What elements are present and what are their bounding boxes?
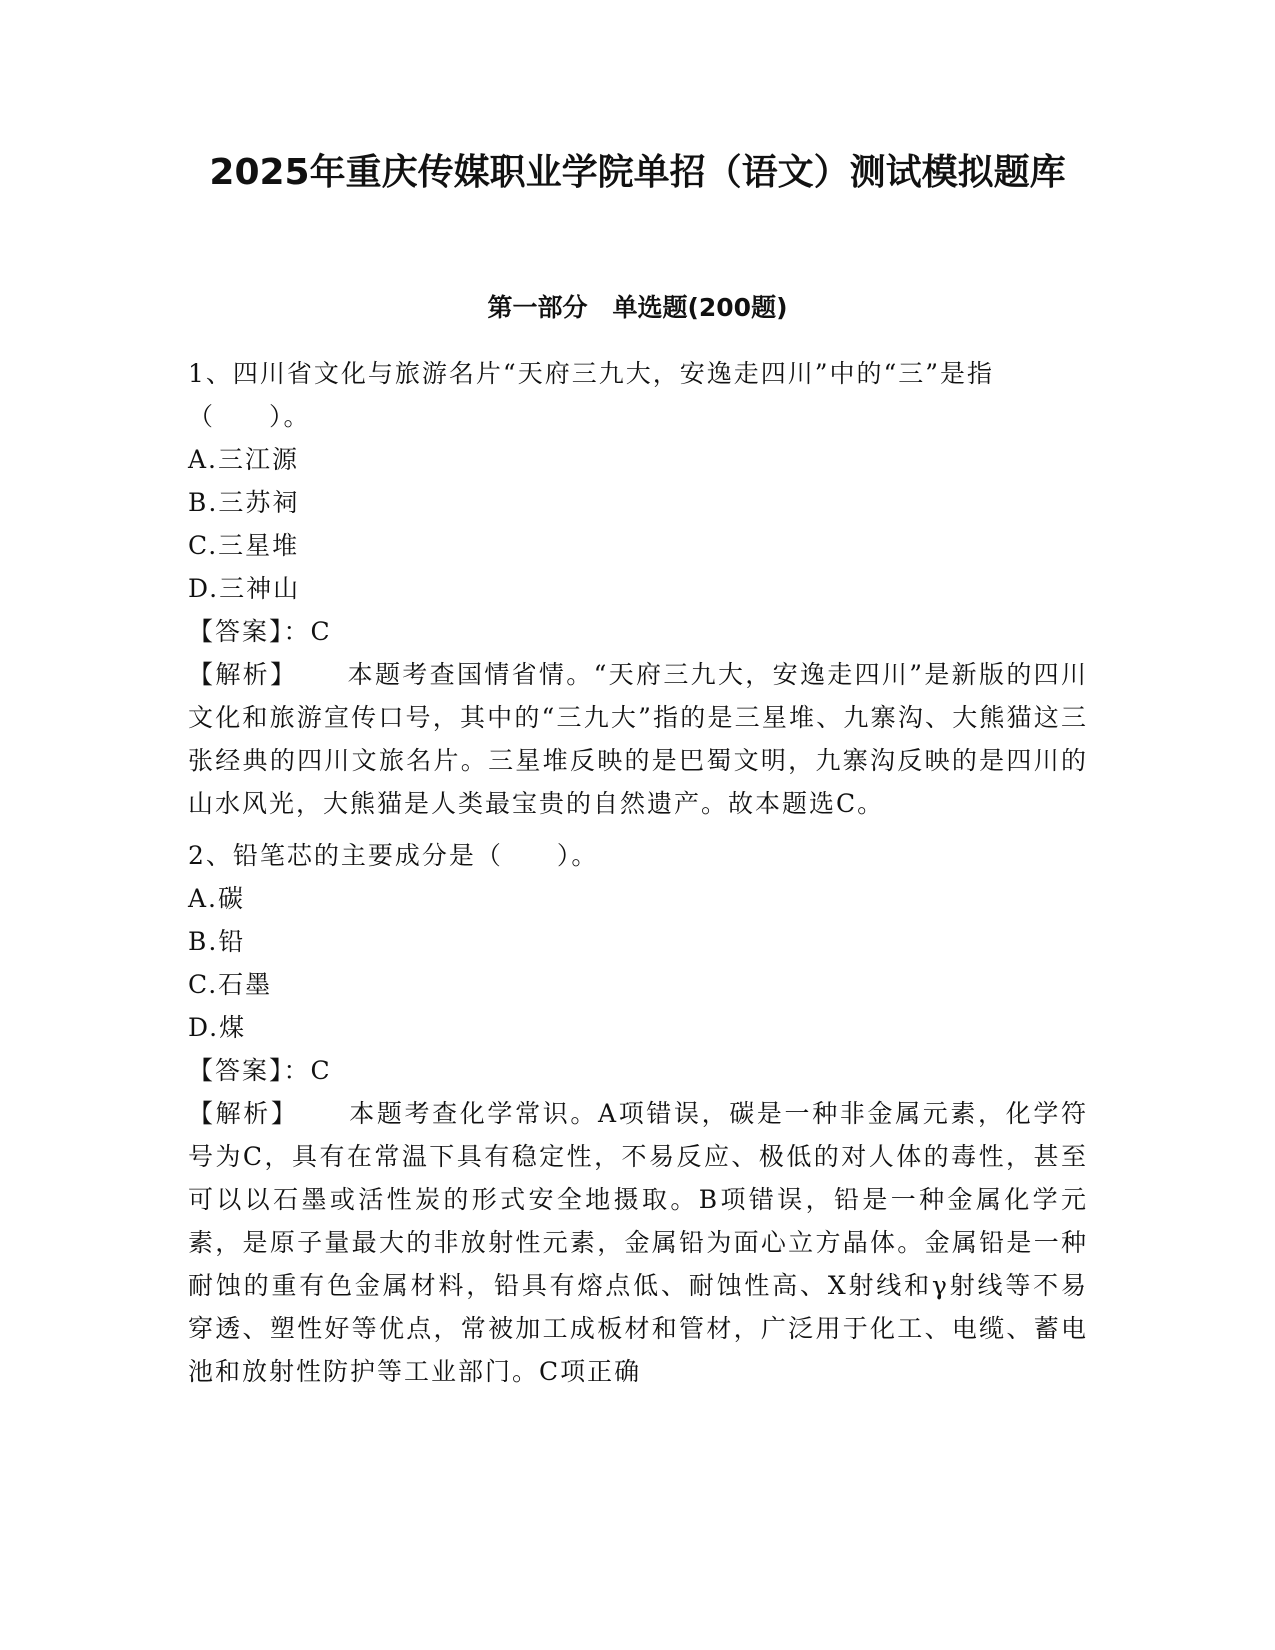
analysis: [188, 1092, 1088, 1393]
question-1: [188, 352, 1088, 825]
option-d: D.三神山: [188, 574, 301, 603]
question-stem: 1、四川省文化与旅游名片“天府三九大，安逸走四川”中的“三”是指（ ）。: [188, 359, 995, 431]
question-stem: 2、铅笔芯的主要成分是（ ）。: [188, 841, 599, 870]
answer-label: 【答案】：: [188, 1056, 311, 1085]
analysis-label: 【解析】: [188, 660, 298, 689]
question-2: [188, 834, 1088, 1393]
analysis-text: 本题考查国情省情。“天府三九大，安逸走四川”是新版的四川文化和旅游宣传口号，其中的“三九大”指的是三星堆、九寨沟、大熊猫这三张经典的四川文旅名片。三星堆反映的是巴蜀文明，九寨沟反映的是四川的山水风光，大熊猫是人类最宝贵的自然遗产。故本题选C。: [188, 660, 1088, 818]
answer-line: [188, 610, 1088, 653]
question-list: [188, 352, 1088, 1402]
option-c: C.石墨: [188, 970, 273, 999]
answer-line: [188, 1049, 1088, 1092]
option-d: D.煤: [188, 1013, 247, 1042]
option-c: C.三星堆: [188, 531, 300, 560]
document-title: 2025年重庆传媒职业学院单招（语文）测试模拟题库: [209, 152, 1066, 193]
answer-value: C: [310, 1056, 332, 1085]
option-a: A.三江源: [188, 445, 300, 474]
answer-label: 【答案】：: [188, 617, 311, 646]
section-title: 第一部分 单选题(200题): [487, 293, 788, 322]
answer-value: C: [310, 617, 332, 646]
option-b: B.铅: [188, 927, 246, 956]
option-b: B.三苏祠: [188, 488, 300, 517]
analysis-text: 本题考查化学常识。A项错误，碳是一种非金属元素，化学符号为C，具有在常温下具有稳定性，不易反应、极低的对人体的毒性，甚至可以以石墨或活性炭的形式安全地摄取。B项错误，铅是一种金属化学元素，是原子量最大的非放射性元素，金属铅为面心立方晶体。金属铅是一种耐蚀的重有色金属材料，铅具有熔点低、耐蚀性高、X射线和γ射线等不易穿透、塑性好等优点，常被加工成板材和管材，广泛用于化工、电缆、蓄电池和放射性防护等工业部门。C项正确: [188, 1099, 1088, 1386]
option-a: A.碳: [188, 884, 246, 913]
analysis: [188, 653, 1088, 825]
analysis-label: 【解析】: [188, 1099, 299, 1128]
